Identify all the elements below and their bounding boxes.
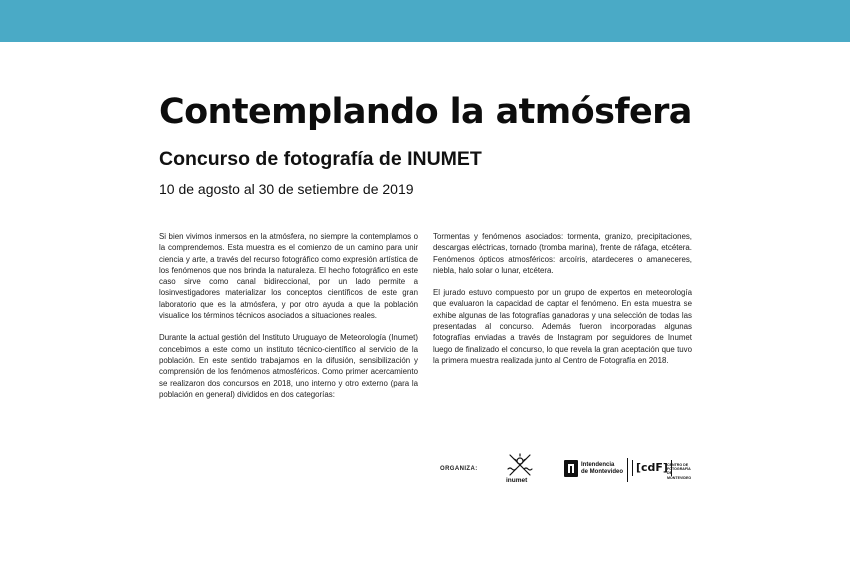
page-subtitle: Concurso de fotografía de INUMET (159, 148, 482, 170)
logo-divider (627, 458, 628, 482)
paragraph: El jurado estuvo compuesto por un grupo de expertos en meteorología que evaluaron la capacidad de captar el fenómeno. En esta muestra se exhibe algunas de las fotografías ganadoras y una selección de todas las presentadas al concurso. Además fueron incorporadas algunas fotografías enviadas a través de Instagram por seguidores de Inumet luego de finalizado el concurso, lo que revela la gran aceptación que tuvo la primera muestra realizada junto al Centro de Fotografía en 2018. (433, 288, 692, 365)
paragraph: Tormentas y fenómenos asociados: tormenta, granizo, precipitaciones, descargas eléctricas, tornado (tromba marina), frente de ráfaga, etcétera. Fenómenos ópticos atmosféricos: arcoíris, atardeceres o amaneceres, niebla, halo solar o lunar, etcétera. (433, 232, 692, 275)
paragraph: Si bien vivimos inmersos en la atmósfera, no siempre la contemplamos o la comprendemos. Esta muestra es el comienzo de un camino para unir ciencia y arte, a través del recurso fotográfico como expresión artística de los fenómenos que nos brinda la naturaleza. El hecho fotográfico en este caso sirve como canal bidireccional, por un lado permite a losinvestigadores materializar los conceptos científicos de este gran laboratorio que es la atmósfera, y por otro ayuda a que la población visualice los términos técnicos asociados a situaciones reales. (159, 232, 418, 321)
text-column-left (159, 231, 418, 411)
cdf-logo: [cdF] (632, 460, 672, 476)
date-range: 10 de agosto al 30 de setiembre de 2019 (159, 181, 414, 197)
page-title: Contemplando la atmósfera (159, 92, 692, 132)
text-column-right (433, 231, 692, 377)
top-color-band (0, 0, 850, 42)
paragraph: Durante la actual gestión del Instituto Uruguayo de Meteorología (Inumet) concebimos a este como un instituto técnico-científico al servicio de la población. En este sentido trabajamos en la difusión, sensibilización y comprensión de los fenómenos atmosféricos. Como primer acercamiento se realizaron dos concursos en 2018, uno interno y otro externo (para la población en general) divididos en dos categorías: (159, 333, 418, 399)
cdf-logo-text: CENTRO DE FOTOGRAFÍA DE MONTEVIDEO (667, 463, 692, 480)
organizers-label: ORGANIZA: (440, 466, 478, 472)
intendencia-logo-text: Intendencia de Montevideo (581, 462, 624, 475)
intendencia-shield-icon (564, 460, 578, 477)
inumet-logo-text: inumet (506, 477, 528, 484)
